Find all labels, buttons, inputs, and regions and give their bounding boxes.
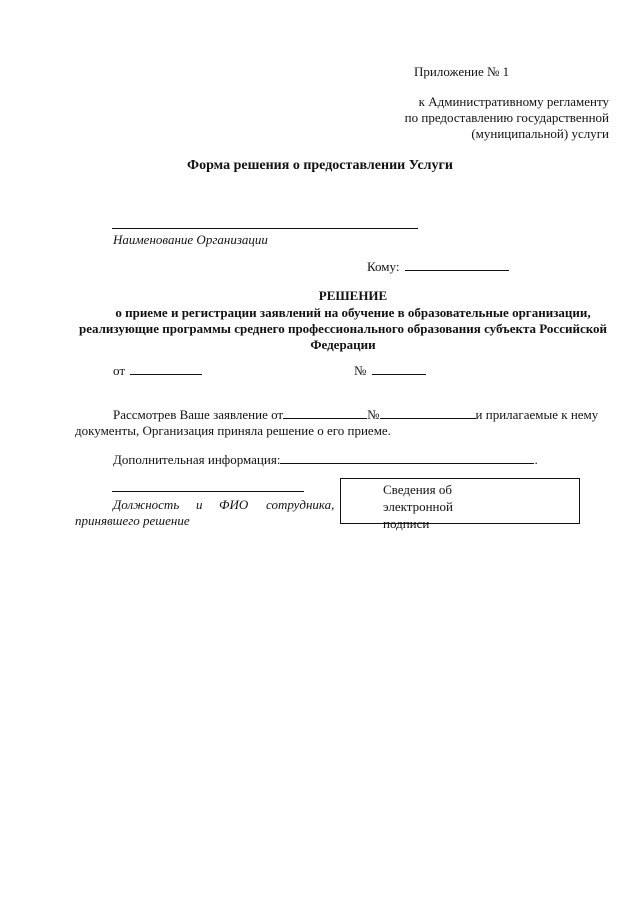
body-text-part-1: Рассмотрев Ваше заявление от bbox=[113, 407, 284, 422]
annex-line-1: к Административному регламенту bbox=[418, 94, 609, 109]
signer-word-3: ФИО bbox=[219, 497, 249, 512]
annex-number: Приложение № 1 bbox=[414, 64, 510, 79]
electronic-signature-box bbox=[340, 478, 580, 531]
esig-line-3: подписи bbox=[383, 516, 430, 531]
signer-word-4: сотрудника, bbox=[266, 497, 335, 512]
additional-info-label: Дополнительная информация: bbox=[113, 452, 281, 467]
body-line-2: документы, Организация приняла решение о его приеме. bbox=[75, 423, 391, 438]
esig-line-2: электронной bbox=[383, 499, 453, 514]
number-label: № bbox=[354, 363, 367, 378]
recipient-line bbox=[405, 270, 509, 271]
form-title: Форма решения о предоставлении Услуги bbox=[187, 158, 453, 173]
organization-caption: Наименование Организации bbox=[113, 232, 268, 247]
annex-line-3: (муниципальной) услуги bbox=[471, 126, 609, 141]
date-line bbox=[130, 374, 202, 375]
decision-heading: РЕШЕНИЕ bbox=[318, 288, 388, 303]
recipient-label: Кому: bbox=[367, 259, 400, 274]
signer-caption-line-2: принявшего решение bbox=[75, 513, 190, 528]
body-text-part-2: № bbox=[367, 407, 380, 422]
annex-line-2: по предоставлению государственной bbox=[404, 110, 609, 125]
additional-info-line bbox=[280, 452, 534, 464]
signer-word-1: Должность bbox=[113, 497, 180, 512]
decision-subject-line-1: о приеме и регистрации заявлений на обучение в образовательные организации, bbox=[115, 305, 591, 320]
signer-line bbox=[112, 491, 304, 492]
organization-name-line bbox=[112, 228, 418, 229]
signer-word-2: и bbox=[196, 497, 203, 512]
body-line-1 bbox=[113, 407, 598, 423]
decision-subject-line-2: реализующие программы среднего профессионального образования субъекта Российской bbox=[78, 321, 608, 336]
decision-subject-line-3: Федерации bbox=[310, 337, 376, 352]
esig-line-1: Сведения об bbox=[383, 482, 452, 497]
date-label: от bbox=[113, 363, 126, 378]
application-number-line bbox=[380, 407, 476, 419]
body-text-part-3: и прилагаемые к нему bbox=[475, 407, 599, 422]
additional-info-end: . bbox=[534, 452, 538, 467]
electronic-signature-text bbox=[383, 481, 453, 532]
additional-info-row bbox=[113, 452, 538, 468]
application-date-line bbox=[283, 407, 367, 419]
number-line bbox=[372, 374, 426, 375]
